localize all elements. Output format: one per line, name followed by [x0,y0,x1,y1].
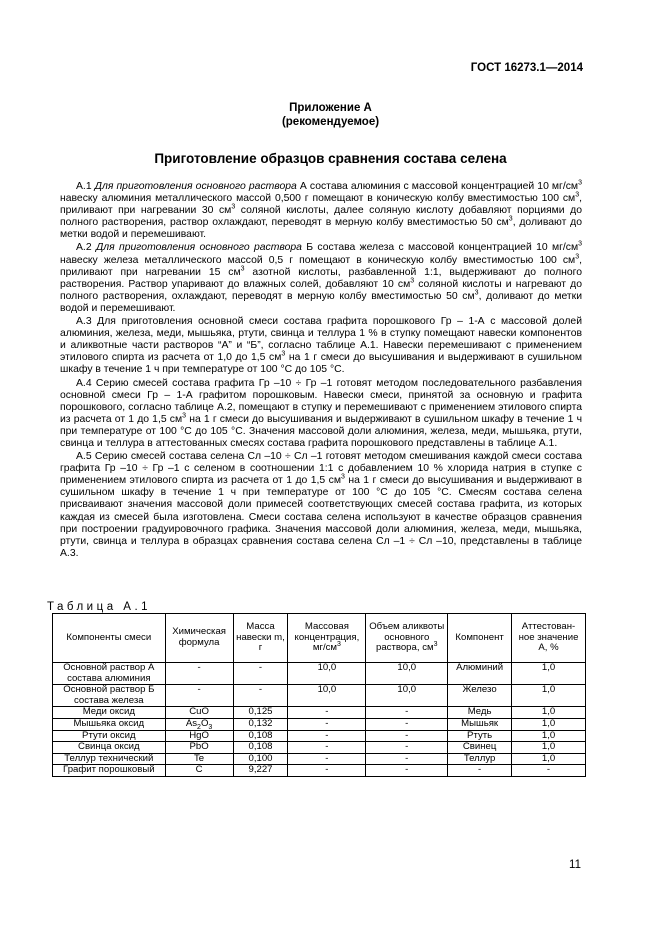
table-cell: 10,0 [288,685,366,707]
table-cell: Графит порошковый [53,765,166,777]
table-cell: 1,0 [512,730,586,742]
paragraph-a4: А.4 Серию смесей состава графита Гр –10 ÷ Гр –1 готовят методом последовательного разбавления основной смеси Гр – 1-А графитом порошковым. Навески смеси, принятой за основную и графита порошкового, согласно таблице А.2, помещают в ступку и перемешивают с применением этилового спирта из расчета от 1 до 1,5 $см^3$ на 1 г смеси до высушивания и выдерживают в сушильном шкафу в течение 1 ч при температуре от 100 °С до 105 °С. Значения массовой доли алюминия, железа, меди, мышьяка, ртути, свинца и теллура в аттестованных смесях состава графита порошкового представлены в таблице А.1. [60,377,582,449]
table-cell: - [366,707,448,719]
standard-number: ГОСТ 16273.1—2014 [470,62,583,74]
table-cell: Te [165,753,233,765]
table-cell: - [366,730,448,742]
paragraph-a3: А.3 Для приготовления основной смеси состава графита порошкового Гр – 1-А с массовой долей алюминия, железа, меди, мышьяка, ртути, свинца и теллура 1 % в ступку помещают навески компонентов и аликвотные части растворов “А” и “Б”, согласно таблице А.1. Навески перемешивают с применением этилового спирта из расчета от 1,0 до 1,5 $см^3$ на 1 г смеси до высушивания и выдерживают в сушильном шкафу в течение 1 ч при температуре от 100 °С до 105 °С. [60,316,582,376]
table-cell: Мышьяка оксид [53,718,166,730]
table-cell: Железо [448,685,512,707]
table-cell: Ртути оксид [53,730,166,742]
table-cell: - [366,765,448,777]
table-cell: 10,0 [366,685,448,707]
section-title: Приготовление образцов сравнения состава селена [154,151,507,166]
table-row [53,753,586,765]
table-header-cell: Аттестован-ное значение А, % [512,614,586,663]
table-cell: - [288,718,366,730]
table-cell: Медь [448,707,512,719]
table-header-cell: Массовая концентрация, $мг/см^3$ [288,614,366,663]
table-body [53,663,586,777]
table-cell: - [366,718,448,730]
table-cell: HgO [165,730,233,742]
paragraph-a5: А.5 Серию смесей состава селена Сл –10 ÷ Сл –1 готовят методом смешивания каждой смеси состава графита Гр –10 ÷ Гр –1 с селеном в соотношении 1:1 с добавлением 10 % хлорида натрия в ступке с применением этилового спирта из расчета от 1 до 1,5 $см^3$ на 1 г смеси до высушивания и выдерживают в сушильном шкафу в течение 1 ч при температуре от 100 °С до 105 °С. Смесям состава селена присваивают значения массовой доли примесей соответствующих смесей состава графита, из которых каждая из смесей была изготовлена. Смеси состава селена используют в качестве образцов сравнения при построении градуировочного графика. Значения массовой доли алюминия, железа, меди, мышьяка, ртути, свинца и теллура в образцах сравнения состава селена Сл –1 ÷ Сл –10, представлены в таблице А.3. [60,451,582,559]
table-cell: Меди оксид [53,707,166,719]
table-cell: - [366,742,448,754]
table-cell: 0,132 [233,718,288,730]
table-cell: - [288,753,366,765]
table-cell: Свинец [448,742,512,754]
table-cell: 10,0 [288,663,366,685]
table-cell: 10,0 [366,663,448,685]
appendix-title: Приложение А [289,102,372,114]
table-cell: - [288,742,366,754]
table-row [53,707,586,719]
table-cell: - [512,765,586,777]
table-a1 [52,613,586,777]
table-cell: 1,0 [512,663,586,685]
table-cell: 0,100 [233,753,288,765]
table-cell: $As_2O_3$ [165,718,233,730]
table-cell: - [448,765,512,777]
table-cell: - [233,685,288,707]
table-cell: 1,0 [512,685,586,707]
table-cell: Ртуть [448,730,512,742]
table-header-cell: Масса навески m, г [233,614,288,663]
table-caption: Таблица А.1 [47,601,152,613]
paragraph-a1: А.1 Для приготовления основного раствора А состава алюминия с массовой концентрацией 10 $мг/см^3$ навеску алюминия металлического массой 0,500 г помещают в коническую колбу вместимостью 100 $см^3$, приливают при нагревании 30 $см^3$ соляной кислоты, далее соляную кислоту добавляют порциями до полного растворения, раствор охлаждают, переводят в мерную колбу вместимостью 50 $см^3$, доливают до метки водой и перемешивают. [60,179,582,241]
table-cell: - [288,730,366,742]
table-cell: 0,108 [233,730,288,742]
table-row [53,685,586,707]
table-cell: 0,125 [233,707,288,719]
table-cell: - [288,765,366,777]
table-cell: Свинца оксид [53,742,166,754]
table-header-row [53,614,586,663]
table-row [53,663,586,685]
table-row [53,742,586,754]
table-cell: PbO [165,742,233,754]
appendix-status: (рекомендуемое) [281,116,380,128]
table-cell: 1,0 [512,718,586,730]
table-cell: - [366,753,448,765]
paragraph-a2: А.2 Для приготовления основного раствора Б состава железа с массовой концентрацией 10 $мг/см^3$ навеску железа металлического массой 0,5 г помещают в коническую колбу вместимостью 100 $см^3$, приливают при нагревании 15 $см^3$ азотной кислоты, разбавленной 1:1, выдерживают до полного растворения. Раствор упаривают до влажных солей, добавляют 10 $см^3$ соляной кислоты и нагревают до полного растворения, охлаждают, переводят в мерную колбу вместимостью 50 $см^3$, доливают до метки водой и перемешивают. [60,241,583,314]
table-header-cell: Химическая формула [165,614,233,663]
body-text [60,181,582,561]
table-row [53,718,586,730]
table-cell: 1,0 [512,707,586,719]
table-cell: Алюминий [448,663,512,685]
table-row [53,730,586,742]
page-number: 11 [569,859,581,871]
table-header-cell: Компоненты смеси [53,614,166,663]
table-cell: - [233,663,288,685]
table-cell: CuO [165,707,233,719]
table-cell: Мышьяк [448,718,512,730]
table-cell: 1,0 [512,753,586,765]
table-cell: - [288,707,366,719]
table-cell: Теллур технический [53,753,166,765]
table-cell: 0,108 [233,742,288,754]
table-cell: 9,227 [233,765,288,777]
table-row [53,765,586,777]
table-cell: 1,0 [512,742,586,754]
table-cell: C [165,765,233,777]
table-cell: Теллур [448,753,512,765]
table-cell: - [165,685,233,707]
table-cell: - [165,663,233,685]
table-cell: Основной раствор А состава алюминия [53,663,166,685]
table-header-cell: Объем аликвоты основного раствора, $см^3$ [366,614,448,663]
table-header-cell: Компонент [448,614,512,663]
table-cell: Основной раствор Б состава железа [53,685,166,707]
